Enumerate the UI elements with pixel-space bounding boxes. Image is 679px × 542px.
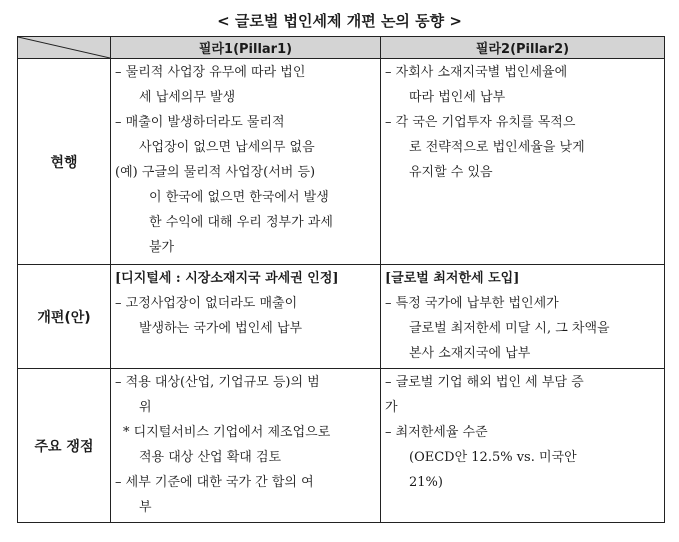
pillar2-cell bbox=[381, 265, 665, 369]
table-row bbox=[18, 265, 665, 369]
list-item: – 특정 국가에 납부한 법인세가 bbox=[385, 296, 559, 311]
pillar2-cell bbox=[381, 59, 665, 265]
section-heading: [디지털세 : 시장소재지국 과세권 인정] bbox=[115, 271, 339, 286]
document-title: < 글로벌 법인세제 개편 논의 동향 > bbox=[217, 12, 462, 30]
example-cont: 한 수익에 대해 우리 정부가 과세 bbox=[149, 215, 333, 230]
list-item: – 최저한세율 수준 bbox=[385, 425, 488, 440]
list-item: – 글로벌 기업 해외 법인 세 부담 증 bbox=[385, 375, 584, 390]
table-row bbox=[18, 369, 665, 523]
list-item-cont: 발생하는 국가에 법인세 납부 bbox=[139, 321, 303, 336]
pillar1-cell bbox=[111, 369, 381, 523]
list-item: – 세부 기준에 대한 국가 간 합의 여 bbox=[115, 475, 314, 490]
list-item-cont: 21%) bbox=[409, 475, 443, 490]
section-heading: [글로벌 최저한세 도입] bbox=[385, 271, 520, 286]
list-item-cont: 글로벌 최저한세 미달 시, 그 차액을 bbox=[409, 321, 610, 336]
example-item: (예) 구글의 물리적 사업장(서버 등) bbox=[115, 165, 316, 180]
list-item-cont: 본사 소재지국에 납부 bbox=[409, 346, 531, 361]
note-item: * 디지털서비스 기업에서 제조업으로 bbox=[123, 425, 331, 440]
example-cont: 이 한국에 없으면 한국에서 발생 bbox=[149, 190, 329, 205]
list-item-cont: 로 전략적으로 법인세율을 낮게 bbox=[409, 140, 585, 155]
list-item: – 각 국은 기업투자 유치를 목적으 bbox=[385, 115, 576, 130]
table-header-row bbox=[18, 37, 665, 59]
corner-cell bbox=[18, 37, 111, 59]
list-item-cont: 유지할 수 있음 bbox=[409, 165, 493, 180]
example-cont: 불가 bbox=[149, 240, 175, 255]
row-label: 개편(안) bbox=[18, 265, 111, 369]
row-label: 주요 쟁점 bbox=[18, 369, 111, 523]
list-item-cont: 세 납세의무 발생 bbox=[139, 90, 236, 105]
pillar2-cell bbox=[381, 369, 665, 523]
list-item: – 자회사 소재지국별 법인세율에 bbox=[385, 65, 568, 80]
list-item-cont: 사업장이 없으면 납세의무 없음 bbox=[139, 140, 315, 155]
pillar1-cell bbox=[111, 59, 381, 265]
list-item: – 매출이 발생하더라도 물리적 bbox=[115, 115, 285, 130]
list-item-cont: 부 bbox=[139, 500, 152, 515]
policy-comparison-table bbox=[17, 36, 665, 523]
list-item-cont: (OECD안 12.5% vs. 미국안 bbox=[409, 450, 577, 465]
pillar2-header: 필라2(Pillar2) bbox=[381, 37, 665, 59]
pillar1-header: 필라1(Pillar1) bbox=[111, 37, 381, 59]
pillar1-cell bbox=[111, 265, 381, 369]
note-cont: 적용 대상 산업 확대 검토 bbox=[139, 450, 282, 465]
list-item: – 적용 대상(산업, 기업규모 등)의 범 bbox=[115, 375, 320, 390]
table-row bbox=[18, 59, 665, 265]
list-item-cont: 따라 법인세 납부 bbox=[409, 90, 506, 105]
row-label: 현행 bbox=[18, 59, 111, 265]
list-item-cont: 가 bbox=[385, 400, 398, 415]
list-item: – 고정사업장이 없더라도 매출이 bbox=[115, 296, 298, 311]
list-item-cont: 위 bbox=[139, 400, 152, 415]
list-item: – 물리적 사업장 유무에 따라 법인 bbox=[115, 65, 306, 80]
diagonal-line bbox=[18, 37, 110, 58]
